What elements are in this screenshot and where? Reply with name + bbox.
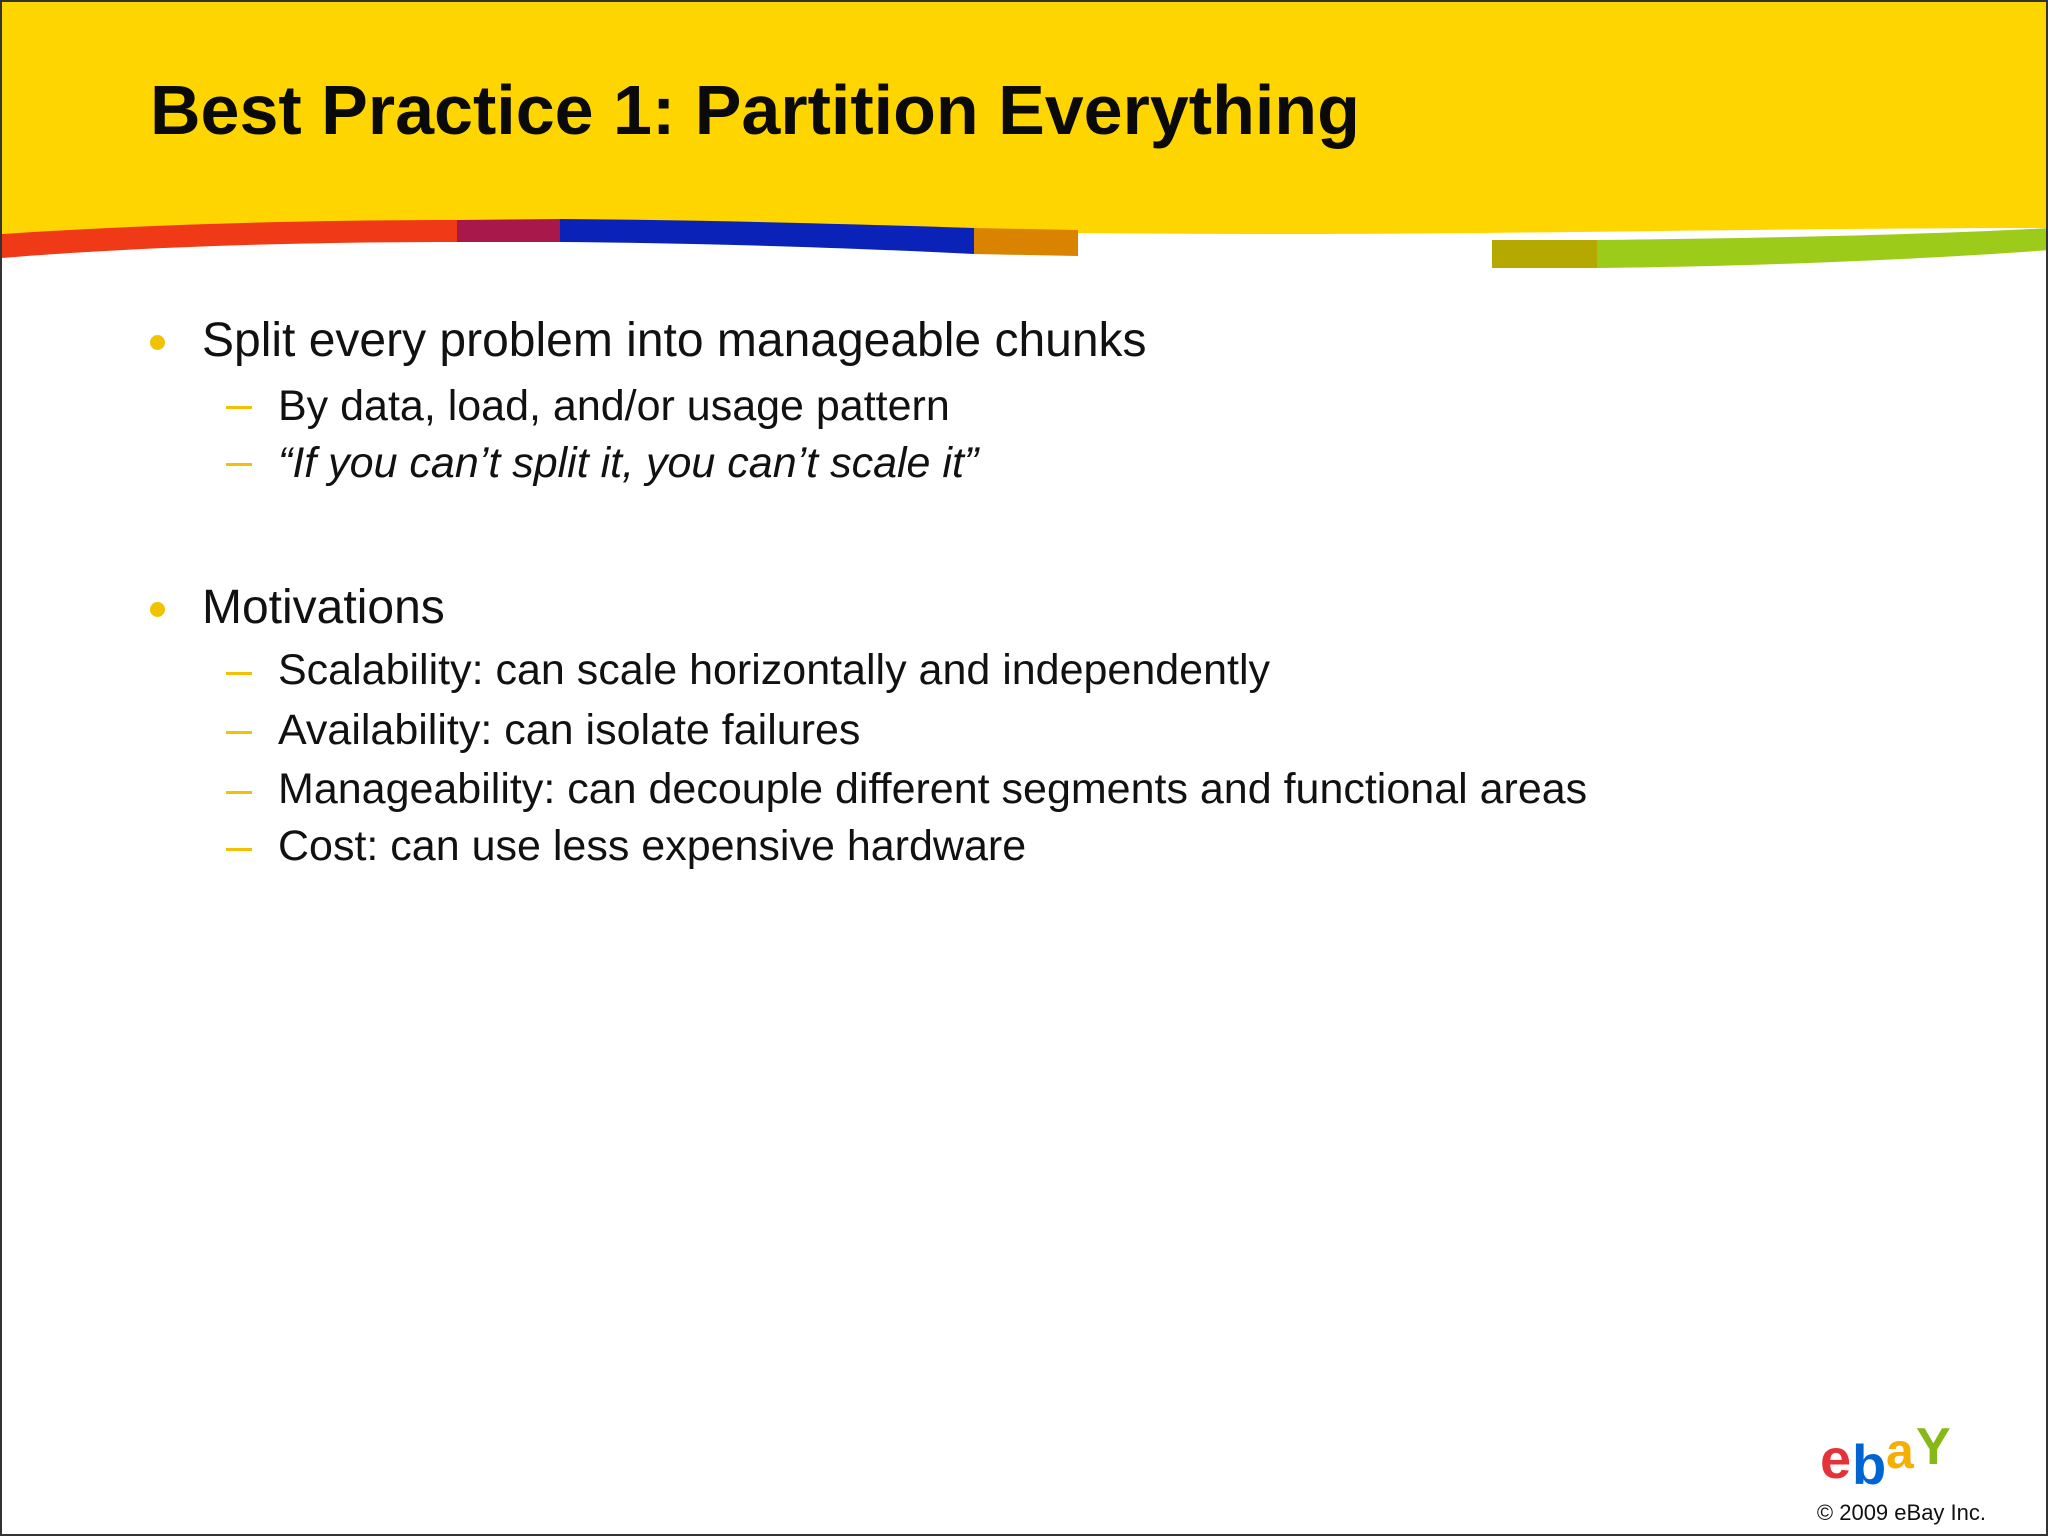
bullet-split-every-problem: Split every problem into manageable chunks bbox=[202, 314, 1147, 367]
ebay-logo bbox=[1818, 1420, 1968, 1490]
dash-icon bbox=[226, 791, 252, 794]
sub-bullet-quote: “If you can’t split it, you can’t scale it” bbox=[278, 439, 979, 487]
sub-bullet-manageability: Manageability: can decouple different segments and functional areas bbox=[278, 765, 1588, 813]
dash-icon bbox=[226, 848, 252, 851]
sub-bullet-availability: Availability: can isolate failures bbox=[278, 706, 861, 754]
copyright-notice: © 2009 eBay Inc. bbox=[1816, 1500, 1986, 1525]
sub-bullet-scalability: Scalability: can scale horizontally and independently bbox=[278, 646, 1271, 694]
bullet-dot bbox=[150, 602, 165, 617]
slide-title: Best Practice 1: Partition Everything bbox=[150, 71, 1360, 149]
dash-icon bbox=[226, 406, 252, 409]
svg-text:Y: Y bbox=[1916, 1420, 1951, 1476]
dash-icon bbox=[226, 463, 252, 466]
sub-bullet-cost: Cost: can use less expensive hardware bbox=[278, 822, 1027, 870]
dash-icon bbox=[226, 731, 252, 734]
svg-text:a: a bbox=[1886, 1423, 1910, 1479]
bullet-dot bbox=[150, 335, 165, 350]
slide-body bbox=[2, 2, 2048, 1536]
svg-text:e: e bbox=[1820, 1427, 1848, 1490]
dash-icon bbox=[226, 672, 252, 675]
bullet-motivations: Motivations bbox=[202, 581, 445, 634]
svg-text:b: b bbox=[1852, 1433, 1883, 1490]
sub-bullet-by-data: By data, load, and/or usage pattern bbox=[278, 382, 950, 430]
